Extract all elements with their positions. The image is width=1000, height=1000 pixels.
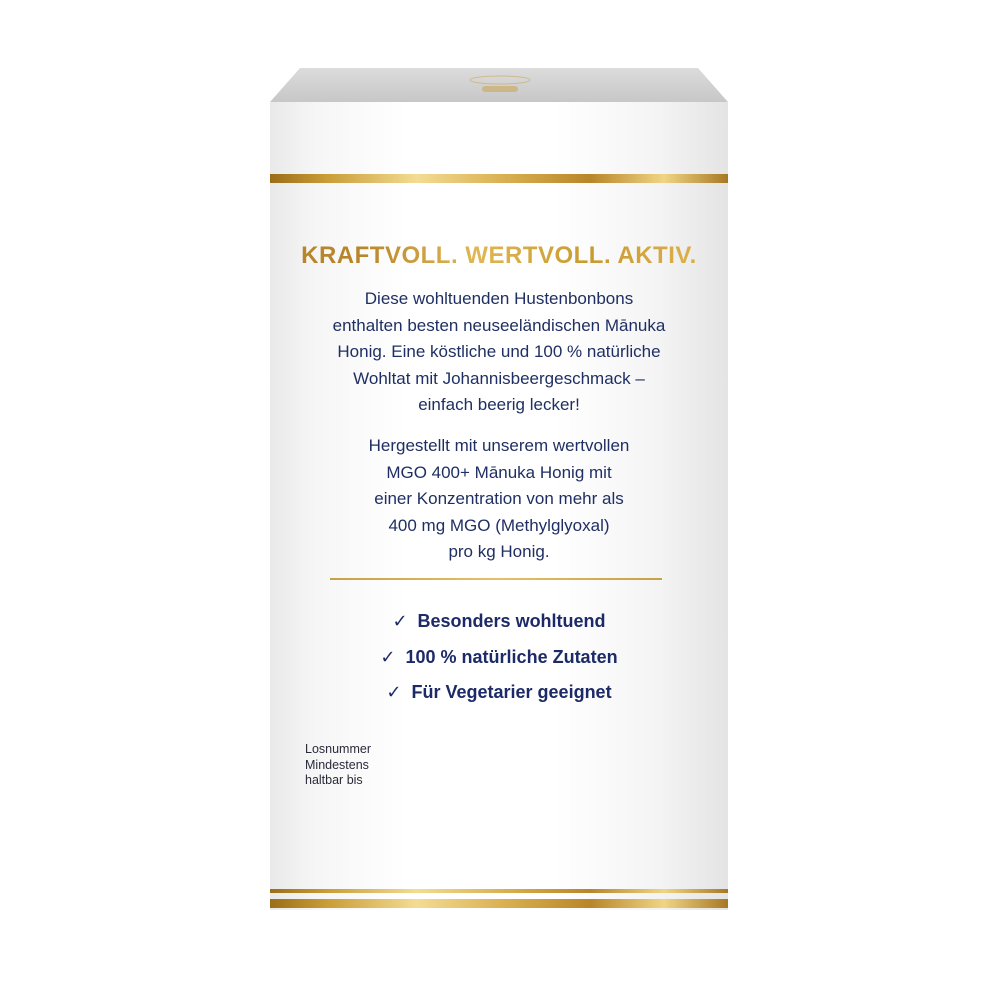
gold-band-bottom: [270, 899, 728, 908]
benefit-item: [270, 604, 728, 640]
check-icon: ✓: [386, 682, 402, 703]
headline: KRAFTVOLL. WERTVOLL. AKTIV.: [270, 242, 728, 270]
check-icon: ✓: [392, 611, 408, 632]
best-before-label: haltbar bis: [305, 773, 363, 787]
production-paragraph: [270, 433, 728, 566]
best-before-label: Mindestens: [305, 758, 369, 772]
production-line: Hergestellt mit unserem wertvollen: [368, 436, 630, 455]
gold-band-bottom-thin: [270, 889, 728, 893]
production-line: MGO 400+ Mānuka Honig mit: [386, 462, 612, 482]
benefit-item: [270, 675, 728, 711]
lot-number-label: Losnummer: [305, 742, 371, 756]
description-paragraph: [270, 286, 728, 419]
benefit-label: Besonders wohltuend: [417, 611, 606, 631]
description-line: enthalten besten neuseeländischen Mānuka: [332, 315, 666, 335]
check-icon: ✓: [380, 646, 396, 668]
production-line: pro kg Honig.: [448, 542, 550, 561]
box-lid: [0, 0, 1000, 110]
description-line: Honig. Eine köstliche und 100 % natürliche: [337, 342, 661, 361]
benefit-label: 100 % natürliche Zutaten: [405, 646, 618, 667]
description-line: Wohltat mit Johannisbeergeschmack –: [353, 368, 645, 388]
description-line: Diese wohltuenden Hustenbonbons: [364, 289, 634, 308]
lot-info: [305, 742, 371, 788]
production-line: 400 mg MGO (Methylglyoxal): [388, 515, 610, 535]
box-front-panel: [270, 102, 728, 910]
benefits-list: [270, 604, 728, 711]
benefit-item: [270, 640, 728, 676]
gold-divider: [330, 578, 662, 580]
production-line: einer Konzentration von mehr als: [374, 489, 624, 508]
description-line: einfach beerig lecker!: [418, 395, 580, 414]
benefit-label: Für Vegetarier geeignet: [411, 682, 612, 702]
gold-band-top: [270, 174, 728, 183]
